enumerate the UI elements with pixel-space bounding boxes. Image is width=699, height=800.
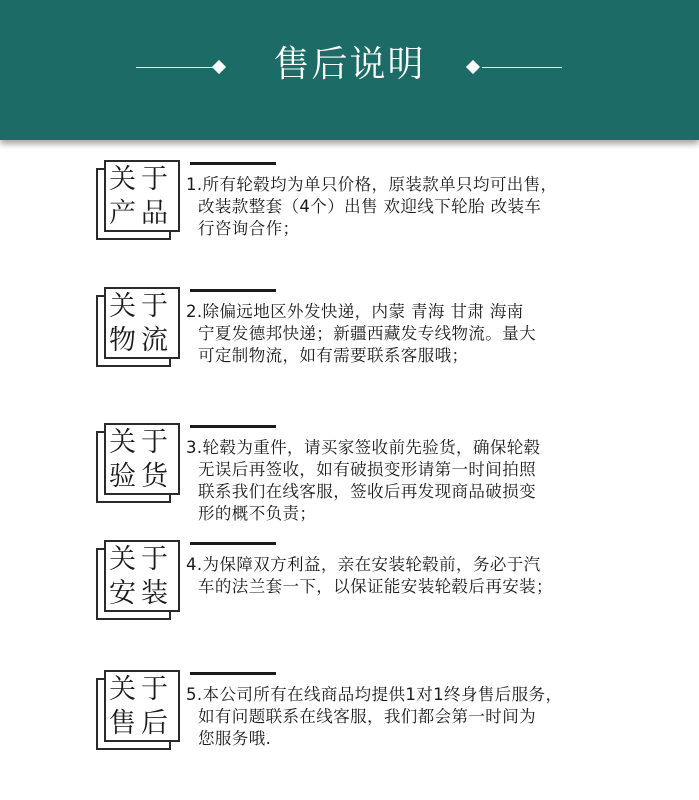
section-rule	[190, 289, 276, 292]
badge-inspection	[96, 423, 184, 505]
text-line: 车的法兰套一下，以保证能安装轮毂后再安装；	[198, 577, 553, 596]
section-rule	[190, 425, 276, 428]
section-text	[186, 174, 664, 240]
badge-line1: 关于	[109, 544, 173, 575]
section-rule	[190, 672, 276, 675]
text-line: 宁夏发德邦快递；新疆西藏发专线物流。量大	[198, 324, 536, 343]
header-band	[0, 0, 699, 140]
right-decor-line	[482, 67, 562, 68]
badge-after-sales	[96, 670, 184, 752]
section-rule	[190, 542, 276, 545]
section-rule	[190, 162, 276, 165]
badge-logistics	[96, 287, 184, 369]
text-line: 无误后再签收，如有破损变形请第一时间拍照	[198, 460, 536, 479]
text-line: 可定制物流，如有需要联系客服哦；	[198, 346, 469, 365]
badge-product	[96, 160, 184, 242]
text-line: 您服务哦.	[198, 729, 272, 748]
badge-line1: 关于	[109, 291, 173, 322]
badge-line1: 关于	[109, 164, 173, 195]
section-text	[186, 554, 664, 598]
section-text	[186, 437, 664, 525]
text-line: 形的概不负责；	[198, 504, 317, 523]
badge-line2: 产品	[109, 198, 173, 229]
badge-line1: 关于	[109, 674, 173, 705]
text-line: 4.为保障双方利益，亲在安装轮毂前，务必于汽	[186, 555, 541, 574]
text-line: 2.除偏远地区外发快递，内蒙 青海 甘肃 海南	[186, 302, 524, 321]
text-line: 3.轮毂为重件，请买家签收前先验货，确保轮毂	[186, 438, 541, 457]
text-line: 1.所有轮毂均为单只价格，原装款单只均可出售，	[186, 175, 558, 194]
text-line: 改装款整套（4个）出售 欢迎线下轮胎 改装车	[198, 197, 542, 216]
text-line: 联系我们在线客服，签收后再发现商品破损变	[198, 482, 536, 501]
badge-line2: 物流	[109, 325, 173, 356]
text-line: 如有问题联系在线客服，我们都会第一时间为	[198, 707, 536, 726]
badge-installation	[96, 540, 184, 622]
badge-line2: 验货	[109, 461, 173, 492]
section-text	[186, 684, 664, 750]
section-text	[186, 301, 664, 367]
badge-line2: 售后	[109, 708, 173, 739]
badge-line2: 安装	[109, 578, 173, 609]
text-line: 5.本公司所有在线商品均提供1对1终身售后服务，	[186, 685, 563, 704]
text-line: 行咨询合作；	[198, 219, 300, 238]
badge-line1: 关于	[109, 427, 173, 458]
page-title: 售后说明	[273, 44, 426, 85]
